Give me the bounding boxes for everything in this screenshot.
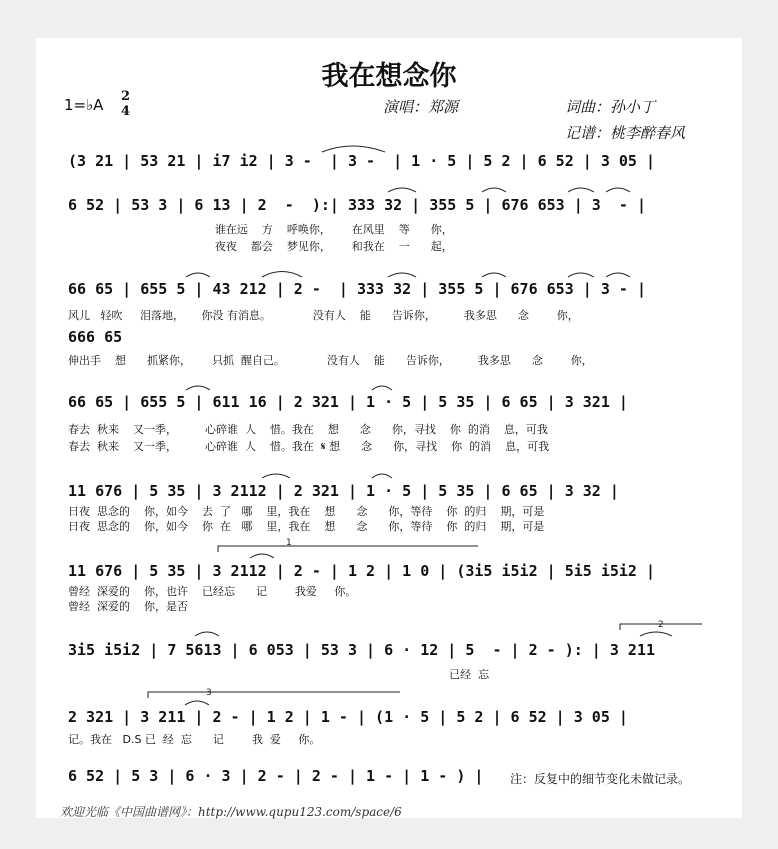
- lyric-line: 春去 秋来 又一季， 心碎谁 人 惜。我在 𝄋 想 念 你，寻找 你 的消 息，可我: [68, 440, 550, 453]
- lyric-line: 风儿 轻吹 泪落地， 你没 有消息。 没有人 能 告诉你， 我多思 念 你，: [68, 309, 579, 322]
- notation-line: 11 676 | 5 35 | 3 2112 | 2 321 | 1 · 5 | 5 35 | 6 65 | 3 32 |: [68, 482, 619, 500]
- song-title: 我在想念你: [321, 61, 457, 92]
- notation-line: 6 52 | 53 3 | 6 13 | 2 - ):| 333 32 | 355 5 | 676 653 | 3 - |: [68, 196, 646, 214]
- lyric-line: 春去 秋来 又一季， 心碎谁 人 惜。我在 想 念 你，寻找 你 的消 息，可我: [68, 423, 548, 436]
- lyric-line: 日夜 思念的 你，如今 你 在 哪 里，我在 想 念 你，等待 你 的归 期，可是: [68, 520, 545, 533]
- lyric-line: 谁在远 方 呼唤你， 在风里 等 你，: [68, 223, 453, 236]
- lyric-line: 已经 忘: [68, 668, 490, 681]
- notation-line: (3 21 | 53 21 | i7 i2 | 3 - | 3 - | 1 · 5 | 5 2 | 6 52 | 3 05 |: [68, 152, 655, 170]
- transcriber-credit: 记谱：桃李醉春风: [565, 124, 686, 142]
- footer-link[interactable]: 欢迎光临《中国曲谱网》：http://www.qupu123.com/space/6: [60, 805, 402, 819]
- notation-line: 2 321 | 3 211 | 2 - | 1 2 | 1 - | (1 · 5 | 5 2 | 6 52 | 3 05 |: [68, 708, 628, 726]
- notation-line: 6 52 | 5 3 | 6 · 3 | 2 - | 2 - | 1 - | 1 - ) |: [68, 767, 484, 785]
- transcription-remark: 注：反复中的细节变化未做记录。: [510, 772, 691, 786]
- volta-number: 2: [658, 620, 664, 630]
- singer-credit: 演唱：郑源: [383, 98, 459, 116]
- lyric-line: 日夜 思念的 你，如今 去 了 哪 里，我在 想 念 你，等待 你 的归 期，可是: [68, 505, 545, 518]
- composer-credit: 词曲：孙小丁: [565, 98, 656, 116]
- key-signature: 1=♭A: [64, 96, 104, 114]
- notation-line: 66 65 | 655 5 | 43 212 | 2 - | 333 32 | 355 5 | 676 653 | 3 - |: [68, 280, 646, 298]
- lyric-line: 夜夜 都会 梦见你， 和我在 一 起，: [68, 240, 453, 253]
- time-signature-top: 2: [121, 89, 131, 104]
- lyric-line: 曾经 深爱的 你，也许 已经忘 记 我爱 你。: [68, 585, 357, 598]
- lyric-line: 伸出手 想 抓紧你， 只抓 醒自己。 没有人 能 告诉你， 我多思 念 你，: [68, 354, 593, 367]
- notation-line: 66 65 | 655 5 | 611 16 | 2 321 | 1 · 5 | 5 35 | 6 65 | 3 321 |: [68, 393, 628, 411]
- volta-number: 3: [206, 688, 212, 698]
- notation-line: 11 676 | 5 35 | 3 2112 | 2 - | 1 2 | 1 0 | (3i5 i5i2 | 5i5 i5i2 |: [68, 562, 655, 580]
- lyric-line: 曾经 深爱的 你，是否: [68, 600, 188, 613]
- volta-number: 1: [286, 538, 292, 548]
- time-signature-bottom: 4: [121, 104, 131, 119]
- lyric-line: 记。我在 D.S 已 经 忘 记 我 爱 你。: [68, 733, 321, 746]
- notation-line: 666 65: [68, 328, 123, 346]
- notation-line: 3i5 i5i2 | 7 5613 | 6 053 | 53 3 | 6 · 12 | 5 - | 2 - ): | 3 211: [68, 641, 655, 659]
